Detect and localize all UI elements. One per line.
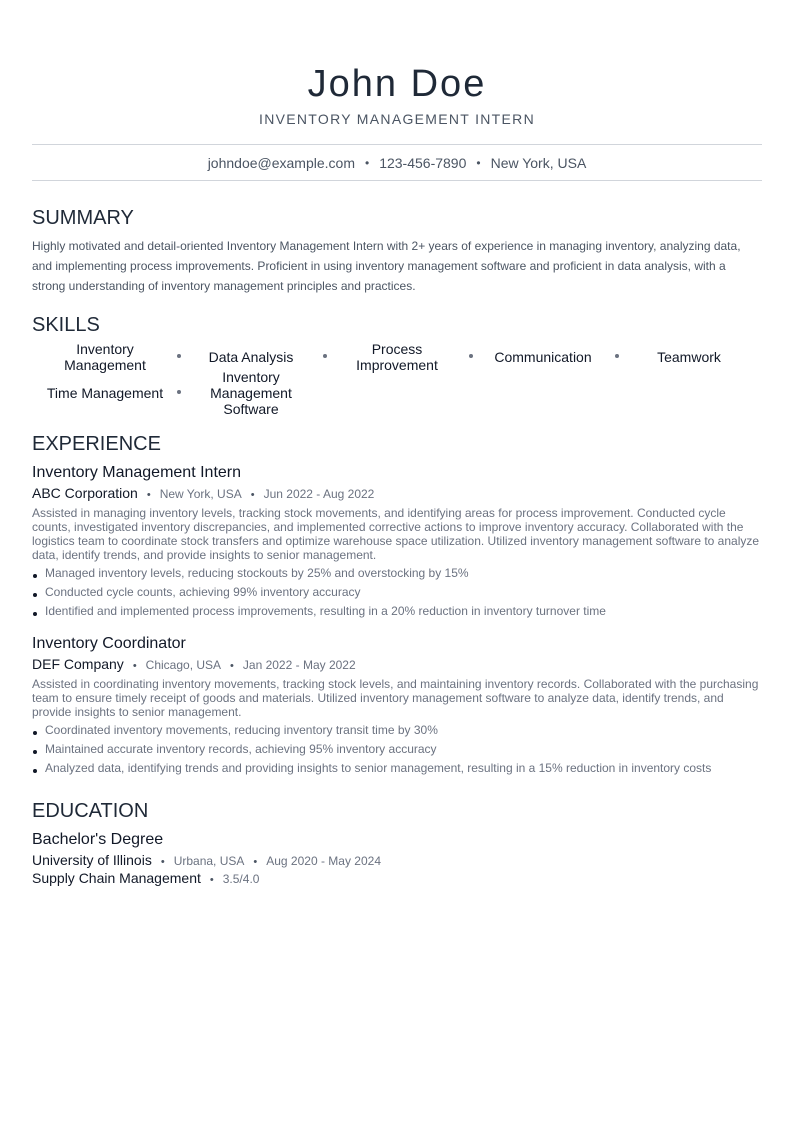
skill-label: Process Improvement bbox=[356, 341, 438, 373]
skill-item bbox=[32, 339, 178, 375]
job-title: Inventory Management Intern bbox=[32, 464, 242, 481]
skill-item bbox=[178, 369, 324, 417]
school-dates: Aug 2020 - May 2024 bbox=[266, 854, 381, 868]
achievement-text: Managed inventory levels, reducing stockouts by 25% and overstocking by 15% bbox=[45, 566, 469, 580]
job-meta bbox=[32, 485, 762, 501]
resume-header bbox=[32, 0, 762, 128]
contact-bar bbox=[32, 144, 762, 181]
bullet-dot bbox=[33, 612, 37, 616]
skills-grid bbox=[32, 339, 762, 417]
separator-dot: • bbox=[209, 874, 214, 886]
experience-section bbox=[32, 432, 762, 778]
skill-label: Inventory Management Software bbox=[210, 369, 292, 417]
achievement-text: Identified and implemented process improvements, resulting in a 20% reduction in inventory turnover time bbox=[45, 604, 606, 618]
bullet-dot bbox=[33, 750, 37, 754]
education-section bbox=[32, 799, 762, 886]
job-location: Chicago, USA bbox=[145, 658, 222, 672]
separator-dot: • bbox=[160, 856, 165, 868]
list-item bbox=[32, 759, 762, 778]
achievement-text: Analyzed data, identifying trends and providing insights to senior management, resulting in a 15% reduction in inventory costs bbox=[45, 761, 712, 775]
list-item bbox=[32, 740, 762, 759]
job-title: Inventory Coordinator bbox=[32, 635, 186, 652]
job-entry bbox=[32, 634, 762, 778]
skill-item bbox=[470, 339, 616, 375]
company-name: ABC Corporation bbox=[32, 485, 138, 501]
summary-heading: SUMMARY bbox=[32, 207, 134, 229]
skill-item bbox=[32, 375, 178, 411]
achievement-list bbox=[32, 721, 762, 778]
separator-dot: • bbox=[364, 155, 370, 170]
school-name: University of Illinois bbox=[32, 852, 152, 868]
school-location: Urbana, USA bbox=[173, 854, 245, 868]
job-dates: Jun 2022 - Aug 2022 bbox=[263, 487, 375, 501]
contact-phone[interactable]: 123-456-7890 bbox=[379, 154, 467, 171]
achievement-text: Maintained accurate inventory records, achieving 95% inventory accuracy bbox=[45, 742, 437, 756]
list-item bbox=[32, 583, 762, 602]
bullet-dot bbox=[33, 731, 37, 735]
job-title-heading: INVENTORY MANAGEMENT INTERN bbox=[259, 111, 535, 127]
separator-dot: • bbox=[230, 660, 234, 672]
skill-item bbox=[324, 339, 470, 375]
summary-section bbox=[32, 206, 762, 296]
separator-dot: • bbox=[132, 660, 137, 672]
bullet-dot bbox=[33, 593, 37, 597]
degree-title: Bachelor's Degree bbox=[32, 831, 164, 848]
job-description: Assisted in managing inventory levels, tracking stock movements, and identifying areas for process improvement. Conducted cycle counts, investigated inventory discrepancies, and implemented corrective actions to improve inventory accuracy. Collaborated with the logistics team to coordinate stock transfers and optimize warehouse space utilization. Utilized inventory management software to analyze data, identify trends, and provide insights to senior management. bbox=[32, 506, 760, 562]
separator-dot: • bbox=[253, 856, 258, 868]
list-item bbox=[32, 721, 762, 740]
gpa-value: 3.5/4.0 bbox=[222, 872, 260, 886]
separator-dot: • bbox=[476, 155, 481, 170]
list-item bbox=[32, 602, 762, 621]
job-entry bbox=[32, 463, 762, 621]
contact-email[interactable]: johndoe@example.com bbox=[207, 154, 355, 171]
experience-heading: EXPERIENCE bbox=[32, 433, 161, 455]
separator-dot: • bbox=[250, 489, 255, 501]
bullet-dot bbox=[33, 769, 37, 773]
job-description: Assisted in coordinating inventory movements, tracking stock levels, and maintaining inventory records. Collaborated with the purchasing team to ensure timely receipt of goods and materials. Utilized inventory management software to analyze data, identify trends, and provide insights to senior management. bbox=[32, 677, 759, 719]
skills-section bbox=[32, 313, 762, 417]
list-item bbox=[32, 564, 762, 583]
skill-label: Communication bbox=[494, 349, 592, 365]
job-dates: Jan 2022 - May 2022 bbox=[242, 658, 356, 672]
skill-item bbox=[616, 339, 762, 375]
skill-label: Time Management bbox=[46, 385, 164, 401]
summary-text: Highly motivated and detail-oriented Inventory Management Intern with 2+ years of experience in managing inventory, analyzing data, and implementing process improvements. Proficient in using inventory management software and proficient in data analysis, with a strong understanding of inventory management principles and practices. bbox=[32, 239, 741, 293]
candidate-name: John Doe bbox=[307, 63, 487, 105]
job-location: New York, USA bbox=[159, 487, 242, 501]
school-meta bbox=[32, 852, 762, 868]
field-of-study: Supply Chain Management bbox=[32, 870, 201, 886]
job-meta bbox=[32, 656, 762, 672]
achievement-list bbox=[32, 564, 762, 621]
bullet-dot bbox=[33, 574, 37, 578]
achievement-text: Coordinated inventory movements, reducing inventory transit time by 30% bbox=[45, 723, 438, 737]
separator-dot: • bbox=[146, 489, 151, 501]
skill-label: Teamwork bbox=[657, 349, 721, 365]
field-meta bbox=[32, 870, 762, 886]
company-name: DEF Company bbox=[32, 656, 124, 672]
contact-location: New York, USA bbox=[490, 154, 587, 171]
achievement-text: Conducted cycle counts, achieving 99% inventory accuracy bbox=[45, 585, 361, 599]
skill-label: Data Analysis bbox=[208, 349, 294, 365]
skill-label: Inventory Management bbox=[64, 341, 146, 373]
skills-heading: SKILLS bbox=[32, 314, 100, 336]
education-heading: EDUCATION bbox=[32, 800, 149, 822]
